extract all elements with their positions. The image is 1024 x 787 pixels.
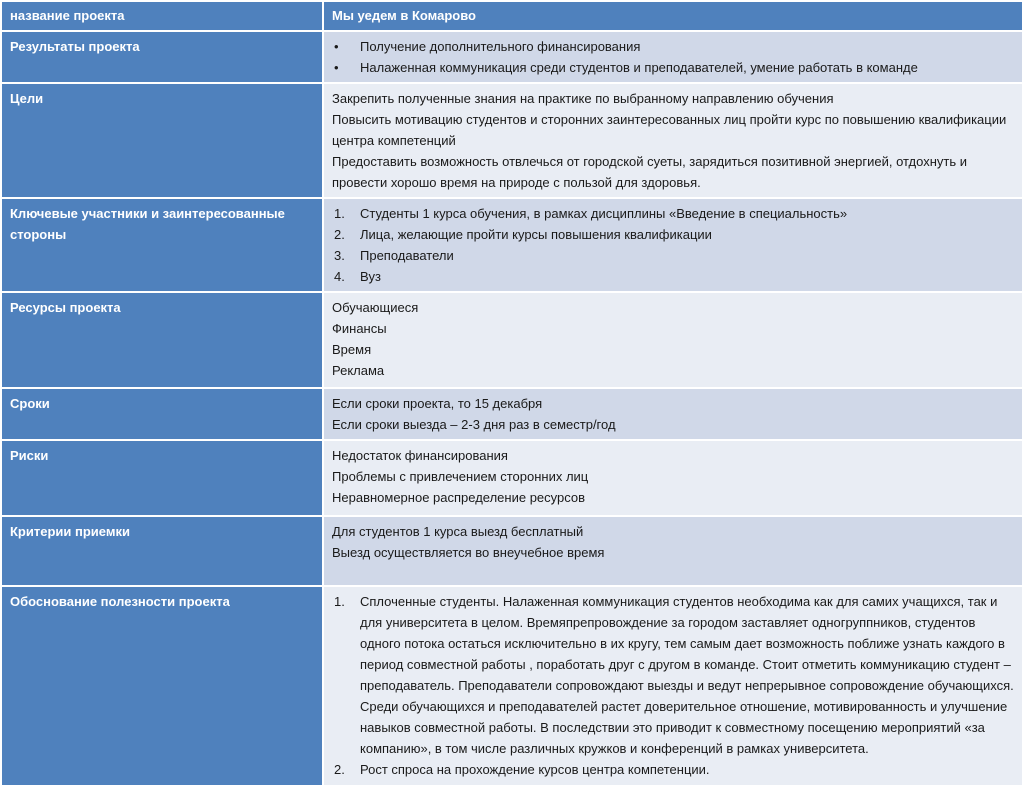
list-number: 2. xyxy=(334,227,345,242)
content-line: Для студентов 1 курса выезд бесплатный xyxy=(332,524,584,539)
list-number: 1. xyxy=(334,594,345,609)
row-label: Ключевые участники и заинтересованные стороны xyxy=(1,198,323,292)
list-number: 1. xyxy=(334,206,345,221)
content-line: Недостаток финансирования xyxy=(332,448,508,463)
header-label: название проекта xyxy=(1,1,323,31)
row-content xyxy=(323,586,1023,786)
content-line: Повысить мотивацию студентов и сторонних заинтересованных лиц пройти курс по повышению квалификации центра компетенций xyxy=(332,112,1007,148)
list-item xyxy=(332,57,1014,78)
content-line: Неравномерное распределение ресурсов xyxy=(332,490,586,505)
row-content xyxy=(323,440,1023,516)
list-number: 3. xyxy=(334,248,345,263)
table-row xyxy=(1,586,1023,786)
table-row xyxy=(1,388,1023,440)
row-label: Риски xyxy=(1,440,323,516)
list-item xyxy=(332,591,1014,759)
list-item xyxy=(332,203,1014,224)
list-item xyxy=(332,36,1014,57)
row-content xyxy=(323,198,1023,292)
numbered-list xyxy=(332,203,1014,287)
content-line: Реклама xyxy=(332,363,385,378)
table-row xyxy=(1,198,1023,292)
list-item-text: Сплоченные студенты. Налаженная коммуникация студентов необходима как для самих учащихся, так и для университета в целом. Времяпрепровождение за городом заставляет одногруппников, студентов одного потока остаться исключительно в их кругу, тем самым дает возможность поближе узнать каждого в период совместной работы , поработать друг с другом в команде. Стоит отметить коммуникацию студент – преподаватель. Преподаватели сопровождают выезды и ведут непрерывное сопровождение обучающихся. Среди обучающихся и преподавателей растет доверительное отношение, мотивированность и улучшение навыков совместной работы. В последствии это приводит к совместному посещению мероприятий «за компанию», в том числе различных кружков и конференций в рамках университета. xyxy=(360,594,1014,756)
list-item xyxy=(332,759,1014,780)
list-number: 2. xyxy=(334,762,345,777)
list-item xyxy=(332,245,1014,266)
table-row xyxy=(1,292,1023,388)
content-line: Предоставить возможность отвлечься от городской суеты, зарядиться позитивной энергией, отдохнуть и провести хорошо время на природе с пользой для здоровья. xyxy=(332,154,968,190)
table-row xyxy=(1,31,1023,83)
table-row xyxy=(1,440,1023,516)
row-label: Результаты проекта xyxy=(1,31,323,83)
row-label: Цели xyxy=(1,83,323,198)
list-item-text: Получение дополнительного финансирования xyxy=(360,39,641,54)
bullet-icon: • xyxy=(334,60,339,75)
list-item xyxy=(332,266,1014,287)
row-content xyxy=(323,83,1023,198)
table-row xyxy=(1,516,1023,586)
list-item-text: Лица, желающие пройти курсы повышения квалификации xyxy=(360,227,712,242)
row-content xyxy=(323,292,1023,388)
content-line: Время xyxy=(332,342,372,357)
row-content xyxy=(323,31,1023,83)
list-number: 4. xyxy=(334,269,345,284)
content-line: Финансы xyxy=(332,321,387,336)
row-content xyxy=(323,388,1023,440)
list-item-text: Преподаватели xyxy=(360,248,454,263)
row-label: Сроки xyxy=(1,388,323,440)
bullet-icon: • xyxy=(334,39,339,54)
list-item-text: Налаженная коммуникация среди студентов и преподавателей, умение работать в команде xyxy=(360,60,918,75)
content-line: Если сроки выезда – 2-3 дня раз в семестр/год xyxy=(332,417,616,432)
list-item-text: Вуз xyxy=(360,269,381,284)
content-line: Выезд осуществляется во внеучебное время xyxy=(332,545,605,560)
header-row xyxy=(1,1,1023,31)
list-item xyxy=(332,224,1014,245)
row-content xyxy=(323,516,1023,586)
row-label: Критерии приемки xyxy=(1,516,323,586)
row-label: Ресурсы проекта xyxy=(1,292,323,388)
header-value: Мы уедем в Комарово xyxy=(323,1,1023,31)
list-item-text: Рост спроса на прохождение курсов центра компетенции. xyxy=(360,762,710,777)
bullet-list xyxy=(332,36,1014,78)
row-label: Обоснование полезности проекта xyxy=(1,586,323,786)
table-row xyxy=(1,83,1023,198)
content-line: Закрепить полученные знания на практике по выбранному направлению обучения xyxy=(332,91,834,106)
content-line: Если сроки проекта, то 15 декабря xyxy=(332,396,543,411)
numbered-list xyxy=(332,591,1014,780)
content-line: Проблемы с привлечением сторонних лиц xyxy=(332,469,589,484)
list-item-text: Студенты 1 курса обучения, в рамках дисциплины «Введение в специальность» xyxy=(360,206,848,221)
content-line: Обучающиеся xyxy=(332,300,419,315)
